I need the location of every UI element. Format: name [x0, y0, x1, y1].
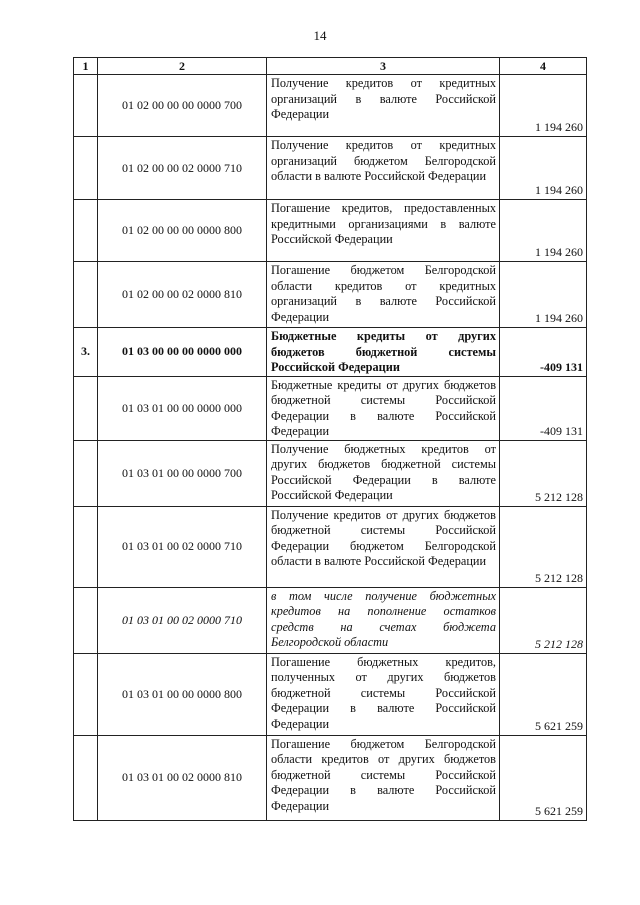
budget-code: 01 03 01 00 00 0000 700	[98, 440, 267, 506]
row-description: Погашение бюджетом Белгородской области кредитов от других бюджетов бюджетной системы Российской Федерации в валюте Российской Федерации	[267, 735, 500, 820]
budget-code: 01 02 00 00 02 0000 810	[98, 262, 267, 328]
table-row	[74, 75, 587, 137]
budget-code: 01 02 00 00 00 0000 700	[98, 75, 267, 137]
row-amount: 5 212 128	[500, 506, 587, 587]
row-amount: 5 212 128	[500, 440, 587, 506]
row-description: в том числе получение бюджетных кредитов на пополнение остатков средств на счетах бюджета Белгородской области	[267, 587, 500, 653]
column-header-3: 3	[267, 58, 500, 75]
row-description: Погашение кредитов, предоставленных кредитными организациями в валюте Российской Федерации	[267, 200, 500, 262]
column-header-1: 1	[74, 58, 98, 75]
table-row	[74, 506, 587, 587]
row-number	[74, 653, 98, 735]
budget-code: 01 03 01 00 02 0000 710	[98, 587, 267, 653]
budget-code: 01 03 01 00 00 0000 000	[98, 376, 267, 440]
budget-code: 01 02 00 00 02 0000 710	[98, 137, 267, 200]
row-number	[74, 376, 98, 440]
table-row	[74, 653, 587, 735]
budget-code: 01 03 01 00 00 0000 800	[98, 653, 267, 735]
header-row	[74, 58, 587, 75]
row-amount: -409 131	[500, 376, 587, 440]
budget-code: 01 03 00 00 00 0000 000	[98, 328, 267, 377]
row-number	[74, 587, 98, 653]
budget-code: 01 03 01 00 02 0000 810	[98, 735, 267, 820]
row-number	[74, 200, 98, 262]
row-description: Погашение бюджетных кредитов, полученных от других бюджетов бюджетной системы Российской Федерации в валюте Российской Федерации	[267, 653, 500, 735]
row-number	[74, 506, 98, 587]
column-header-2: 2	[98, 58, 267, 75]
table-row	[74, 440, 587, 506]
row-number	[74, 137, 98, 200]
table-row-subitem	[74, 587, 587, 653]
table-row	[74, 262, 587, 328]
row-amount: 1 194 260	[500, 262, 587, 328]
row-amount: 1 194 260	[500, 137, 587, 200]
row-number	[74, 735, 98, 820]
row-amount: 5 212 128	[500, 587, 587, 653]
row-amount: -409 131	[500, 328, 587, 377]
table-row	[74, 200, 587, 262]
table-body	[74, 75, 587, 821]
row-number	[74, 262, 98, 328]
table-row	[74, 376, 587, 440]
column-header-4: 4	[500, 58, 587, 75]
row-description: Бюджетные кредиты от других бюджетов бюджетной системы Российской Федерации	[267, 328, 500, 377]
budget-code: 01 02 00 00 00 0000 800	[98, 200, 267, 262]
page-number: 14	[313, 28, 327, 43]
row-number	[74, 440, 98, 506]
row-amount: 1 194 260	[500, 75, 587, 137]
budget-sources-table	[73, 57, 587, 821]
budget-code: 01 03 01 00 02 0000 710	[98, 506, 267, 587]
row-description: Получение кредитов от кредитных организаций в валюте Российской Федерации	[267, 75, 500, 137]
row-description: Получение бюджетных кредитов от других бюджетов бюджетной системы Российской Федерации в валюте Российской Федерации	[267, 440, 500, 506]
row-description: Бюджетные кредиты от других бюджетов бюджетной системы Российской Федерации в валюте Российской Федерации	[267, 376, 500, 440]
row-description: Получение кредитов от кредитных организаций бюджетом Белгородской области в валюте Российской Федерации	[267, 137, 500, 200]
row-description: Погашение бюджетом Белгородской области кредитов от кредитных организаций в валюте Российской Федерации	[267, 262, 500, 328]
row-number	[74, 75, 98, 137]
row-amount: 5 621 259	[500, 735, 587, 820]
row-amount: 1 194 260	[500, 200, 587, 262]
table-row	[74, 735, 587, 820]
row-description: Получение кредитов от других бюджетов бюджетной системы Российской Федерации бюджетом Белгородской области в валюте Российской Федерации	[267, 506, 500, 587]
table-row	[74, 137, 587, 200]
section-number: 3.	[74, 328, 98, 377]
table-row-section	[74, 328, 587, 377]
row-amount: 5 621 259	[500, 653, 587, 735]
table-header	[74, 58, 587, 75]
